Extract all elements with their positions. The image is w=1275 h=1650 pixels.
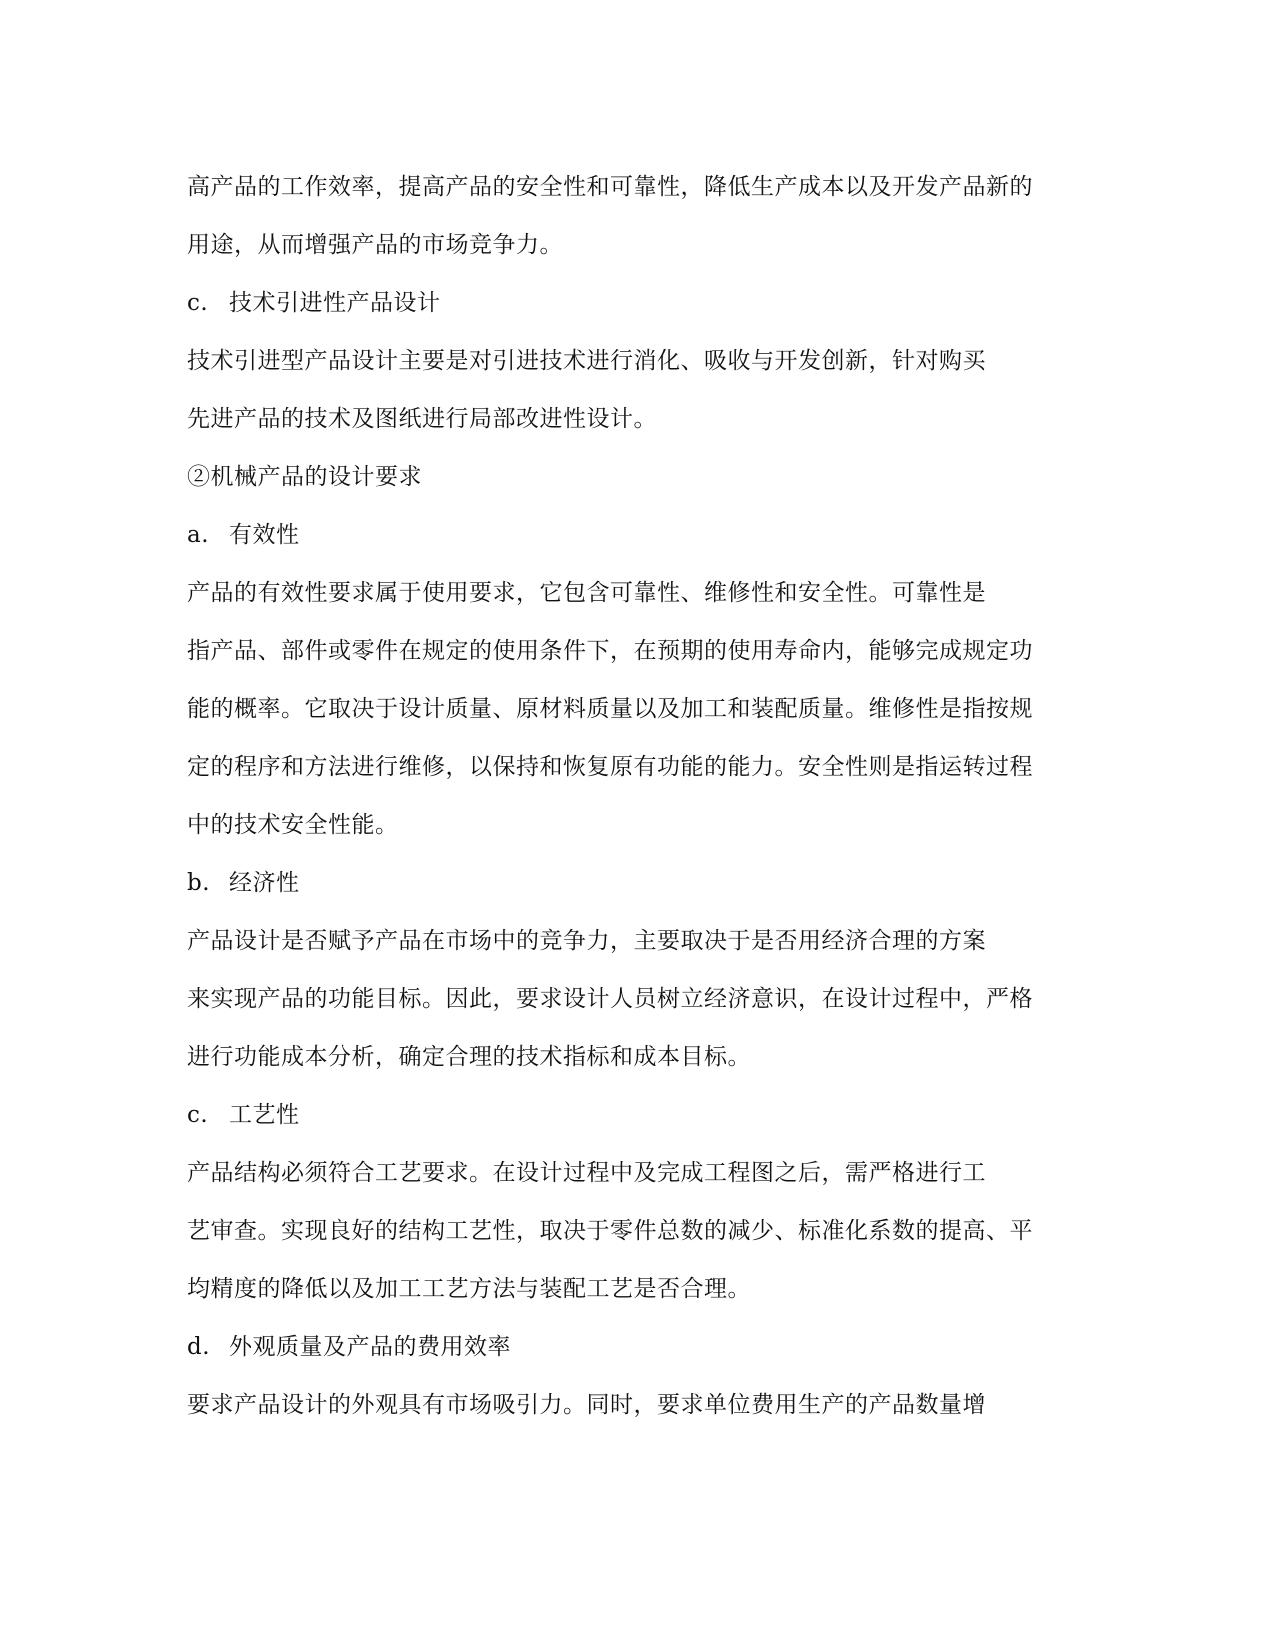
list-item-heading [187,288,441,318]
paragraph-line: 进行功能成本分析，确定合理的技术指标和成本目标。 [187,1044,751,1070]
list-marker: b. [187,870,211,896]
list-marker: c. [187,1102,209,1128]
paragraph-line: 产品设计是否赋予产品在市场中的竞争力，主要取决于是否用经济合理的方案 [187,928,986,954]
list-item-title: 工艺性 [229,1102,300,1128]
list-item-heading [187,520,300,550]
paragraph-line: 中的技术安全性能。 [187,812,399,838]
list-item-heading [187,1332,511,1362]
list-marker: c. [187,290,209,316]
paragraph-line: 来实现产品的功能目标。因此，要求设计人员树立经济意识，在设计过程中，严格 [187,986,1033,1012]
paragraph-line: 高产品的工作效率，提高产品的安全性和可靠性，降低生产成本以及开发产品新的 [187,174,1033,200]
paragraph-line: 均精度的降低以及加工工艺方法与装配工艺是否合理。 [187,1276,751,1302]
section-heading: ②机械产品的设计要求 [187,464,422,490]
list-item-heading [187,1100,300,1130]
paragraph-line: 要求产品设计的外观具有市场吸引力。同时，要求单位费用生产的产品数量增 [187,1392,986,1418]
paragraph-line: 先进产品的技术及图纸进行局部改进性设计。 [187,406,657,432]
paragraph-line: 技术引进型产品设计主要是对引进技术进行消化、吸收与开发创新，针对购买 [187,348,986,374]
paragraph-line: 产品的有效性要求属于使用要求，它包含可靠性、维修性和安全性。可靠性是 [187,580,986,606]
paragraph-line: 用途，从而增强产品的市场竞争力。 [187,232,563,258]
paragraph-line: 艺审查。实现良好的结构工艺性，取决于零件总数的减少、标准化系数的提高、平 [187,1218,1033,1244]
list-item-title: 技术引进性产品设计 [229,290,441,316]
list-item-heading [187,868,300,898]
list-marker: d. [187,1334,211,1360]
list-item-title: 外观质量及产品的费用效率 [229,1334,511,1360]
list-marker: a. [187,522,210,548]
paragraph-line: 定的程序和方法进行维修，以保持和恢复原有功能的能力。安全性则是指运转过程 [187,754,1033,780]
paragraph-line: 能的概率。它取决于设计质量、原材料质量以及加工和装配质量。维修性是指按规 [187,696,1033,722]
list-item-title: 经济性 [229,870,300,896]
paragraph-line: 指产品、部件或零件在规定的使用条件下，在预期的使用寿命内，能够完成规定功 [187,638,1033,664]
list-item-title: 有效性 [229,522,300,548]
paragraph-line: 产品结构必须符合工艺要求。在设计过程中及完成工程图之后，需严格进行工 [187,1160,986,1186]
